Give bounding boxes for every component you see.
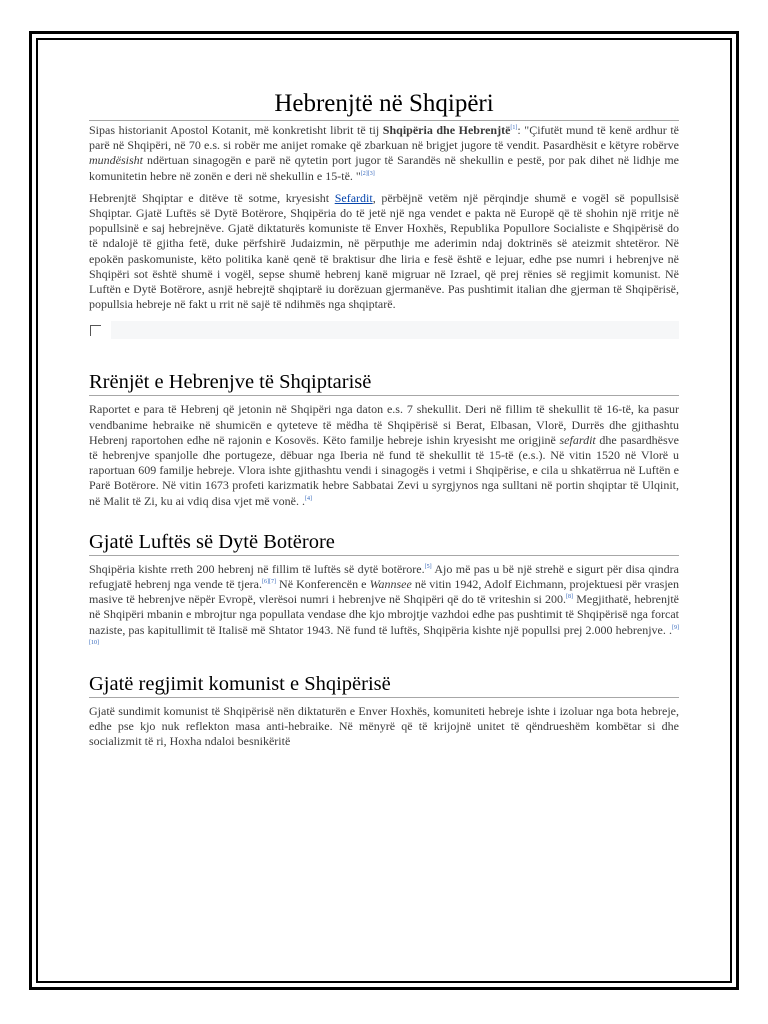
section-communist [89, 673, 679, 750]
intro2-text-b: , përbëjnë vetëm një përqindje shumë e vogël së popullsisë Shqiptar. Gjatë Luftës së Dytë Botërore, Shqipëria do të jetë një nga vendet e pakta në Europë që të shohin një rritje në popullsinë e saj hebrejnëve. Gjatë diktaturës komuniste të Enver Hoxhës, Republika Popullore Socialiste e Shqipërisë do të ndalojë të gjitha fetë, duke përfshirë Judaizmin, në përputhje me aderimin ndaj doktrinës së ateizmit shtetëror. Në epokën paskomuniste, këto politika kanë qenë të braktisur dhe liria e fesë është e lejuar, edhe pse numri i hebrenjve në Shqipëri sot është shumë i vogël, sepse shumë hebrenj kanë migruar në Izrael, që prej rënies së regjimit komunist. Në Luftën e Dytë Botërore, asnjë hebrejtë shqiptarë iu dorëzuan gjermanëve. Pas pushtimit italian dhe gjerman të Shqipërisë, popullsia hebreje në fakt u rrit në sajë të ndihmës nga shqiptarë. [89, 190, 679, 312]
reference-link[interactable]: [9][10] [89, 624, 679, 646]
article-content [89, 90, 679, 757]
section-heading: Gjatë regjimit komunist e Shqipërisë [89, 673, 679, 698]
reference-link[interactable]: [5] [424, 563, 432, 570]
intro-paragraph-2 [89, 191, 679, 313]
section-paragraph: Gjatë sundimit komunist të Shqipërisë nën diktaturën e Enver Hoxhës, komuniteti hebreje ishte i izoluar nga bota hebreje, edhe pse kjo nuk reflekton masa anti-hebraike. Në mënyrë që të krijojnë unitet të qëndrueshëm kombëtar si dhe socializmit të ri, Hoxha ndaloi besnikëritë [89, 704, 679, 749]
table-of-contents-placeholder [89, 321, 679, 339]
toc-bar [111, 321, 679, 339]
sefardit-link[interactable]: Sefardit [334, 190, 373, 205]
intro-emphasis: mundësisht [89, 153, 143, 168]
section-ww2 [89, 531, 679, 653]
intro2-text-a: Hebrenjtë Shqiptar e ditëve të sotme, kryesisht [89, 190, 335, 205]
section-emphasis: Wannsee [369, 577, 412, 592]
page-title: Hebrenjtë në Shqipëri [89, 90, 679, 121]
section-paragraph [89, 562, 679, 653]
section-text: Shqipëria kishte rreth 200 hebrenj në fillim të luftës së dytë botërore. [89, 561, 425, 576]
book-title: Shqipëria dhe Hebrenjtë [382, 123, 511, 137]
section-paragraph [89, 402, 679, 508]
reference-link[interactable]: [2][3] [360, 170, 375, 177]
section-emphasis: sefardit [559, 432, 596, 447]
reference-link[interactable]: [6][7] [261, 579, 276, 586]
intro-text-a: Sipas historianit Apostol Kotanit, më konkretisht librit të tij [89, 123, 383, 137]
toc-checkbox-icon[interactable] [90, 325, 101, 336]
section-text: në vitin 1942, Adolf Eichmann, projektuesi për vrasjen masive të hebrenjve nëpër Evropë, vlerësoi numri i hebrenjve në Shqipëri që do të vriteshin si 200. [89, 577, 680, 607]
reference-link[interactable]: [4] [304, 495, 312, 502]
section-roots [89, 371, 679, 508]
section-text: Raportet e para të Hebrenj që jetonin në Shqipëri nga daton e.s. 7 shekullit. Deri në fillim të shekullit të 16-të, ka pasur vendbanime hebraike në shumicën e qyteteve të mëdha të Shqipërisë si Berat, Elbasan, Vlorë, Durrës dhe gjithashtu Hebrenj raportohen edhe në rajonin e Kosovës. Këto familje hebreje ishin kryesisht me origjinë [89, 402, 679, 447]
section-heading: Gjatë Luftës së Dytë Botërore [89, 531, 679, 556]
reference-link[interactable]: [1] [510, 125, 518, 131]
intro-paragraph-1 [89, 123, 679, 184]
intro-text-b: : "Çifutët mund të kenë ardhur të parë në Shqipëri, në 70 e.s. si robër me anijet romake që zbarkuan në brigjet jugore të vendit. Pasardhësit e këtyre robërve [89, 123, 680, 153]
section-text: dhe pasardhësve të hebrenjve spanjolle dhe portugeze, dëbuar nga Iberia në fund të shekullit të 15-të (e.s.). Në vitin 1520 në Vlorë u raportuan 609 familje hebreje. Vlora ishte gjithashtu vendi i sinagogës i vetmi i Shqipërise, e cila u shkatërrua në Luftën e Parë Botërore. Në vitin 1673 profeti karizmatik hebre Sabbatai Zevi u syrgjynos nga sulltani në portin shqiptar të Ulqinit, në Malit të Zi, ku ai vdiq disa vjet më vonë. . [89, 432, 679, 508]
section-text: Ajo më pas u bë një strehë e sigurt për disa qindra refugjatë hebrenj nga vende të tjera. [89, 561, 679, 592]
section-text: Në Konferencën e [275, 577, 370, 592]
section-heading: Rrënjët e Hebrenjve të Shqiptarisë [89, 371, 679, 396]
reference-link[interactable]: [8] [566, 594, 574, 601]
section-text: Megjithatë, hebrenjtë në Shqipëri mbanin e mbrojtur nga popullata vendase dhe kjo mbrojtje vazhdoi edhe pas pushtimit të Shqipërisë nga forcat naziste, pas kapitullimit të Italisë më Shtator 1943. Në fund të luftës, Shqipëria kishte një popullsi prej 2.000 hebrenjve. . [89, 592, 679, 637]
intro-text-c: ndërtuan sinagogën e parë në qytetin port jugor të Sarandës në shekullin e pestë, por pak dihet në lidhje me komunitetin hebre në zonën e deri në shekullin e 15-të. " [89, 153, 679, 183]
